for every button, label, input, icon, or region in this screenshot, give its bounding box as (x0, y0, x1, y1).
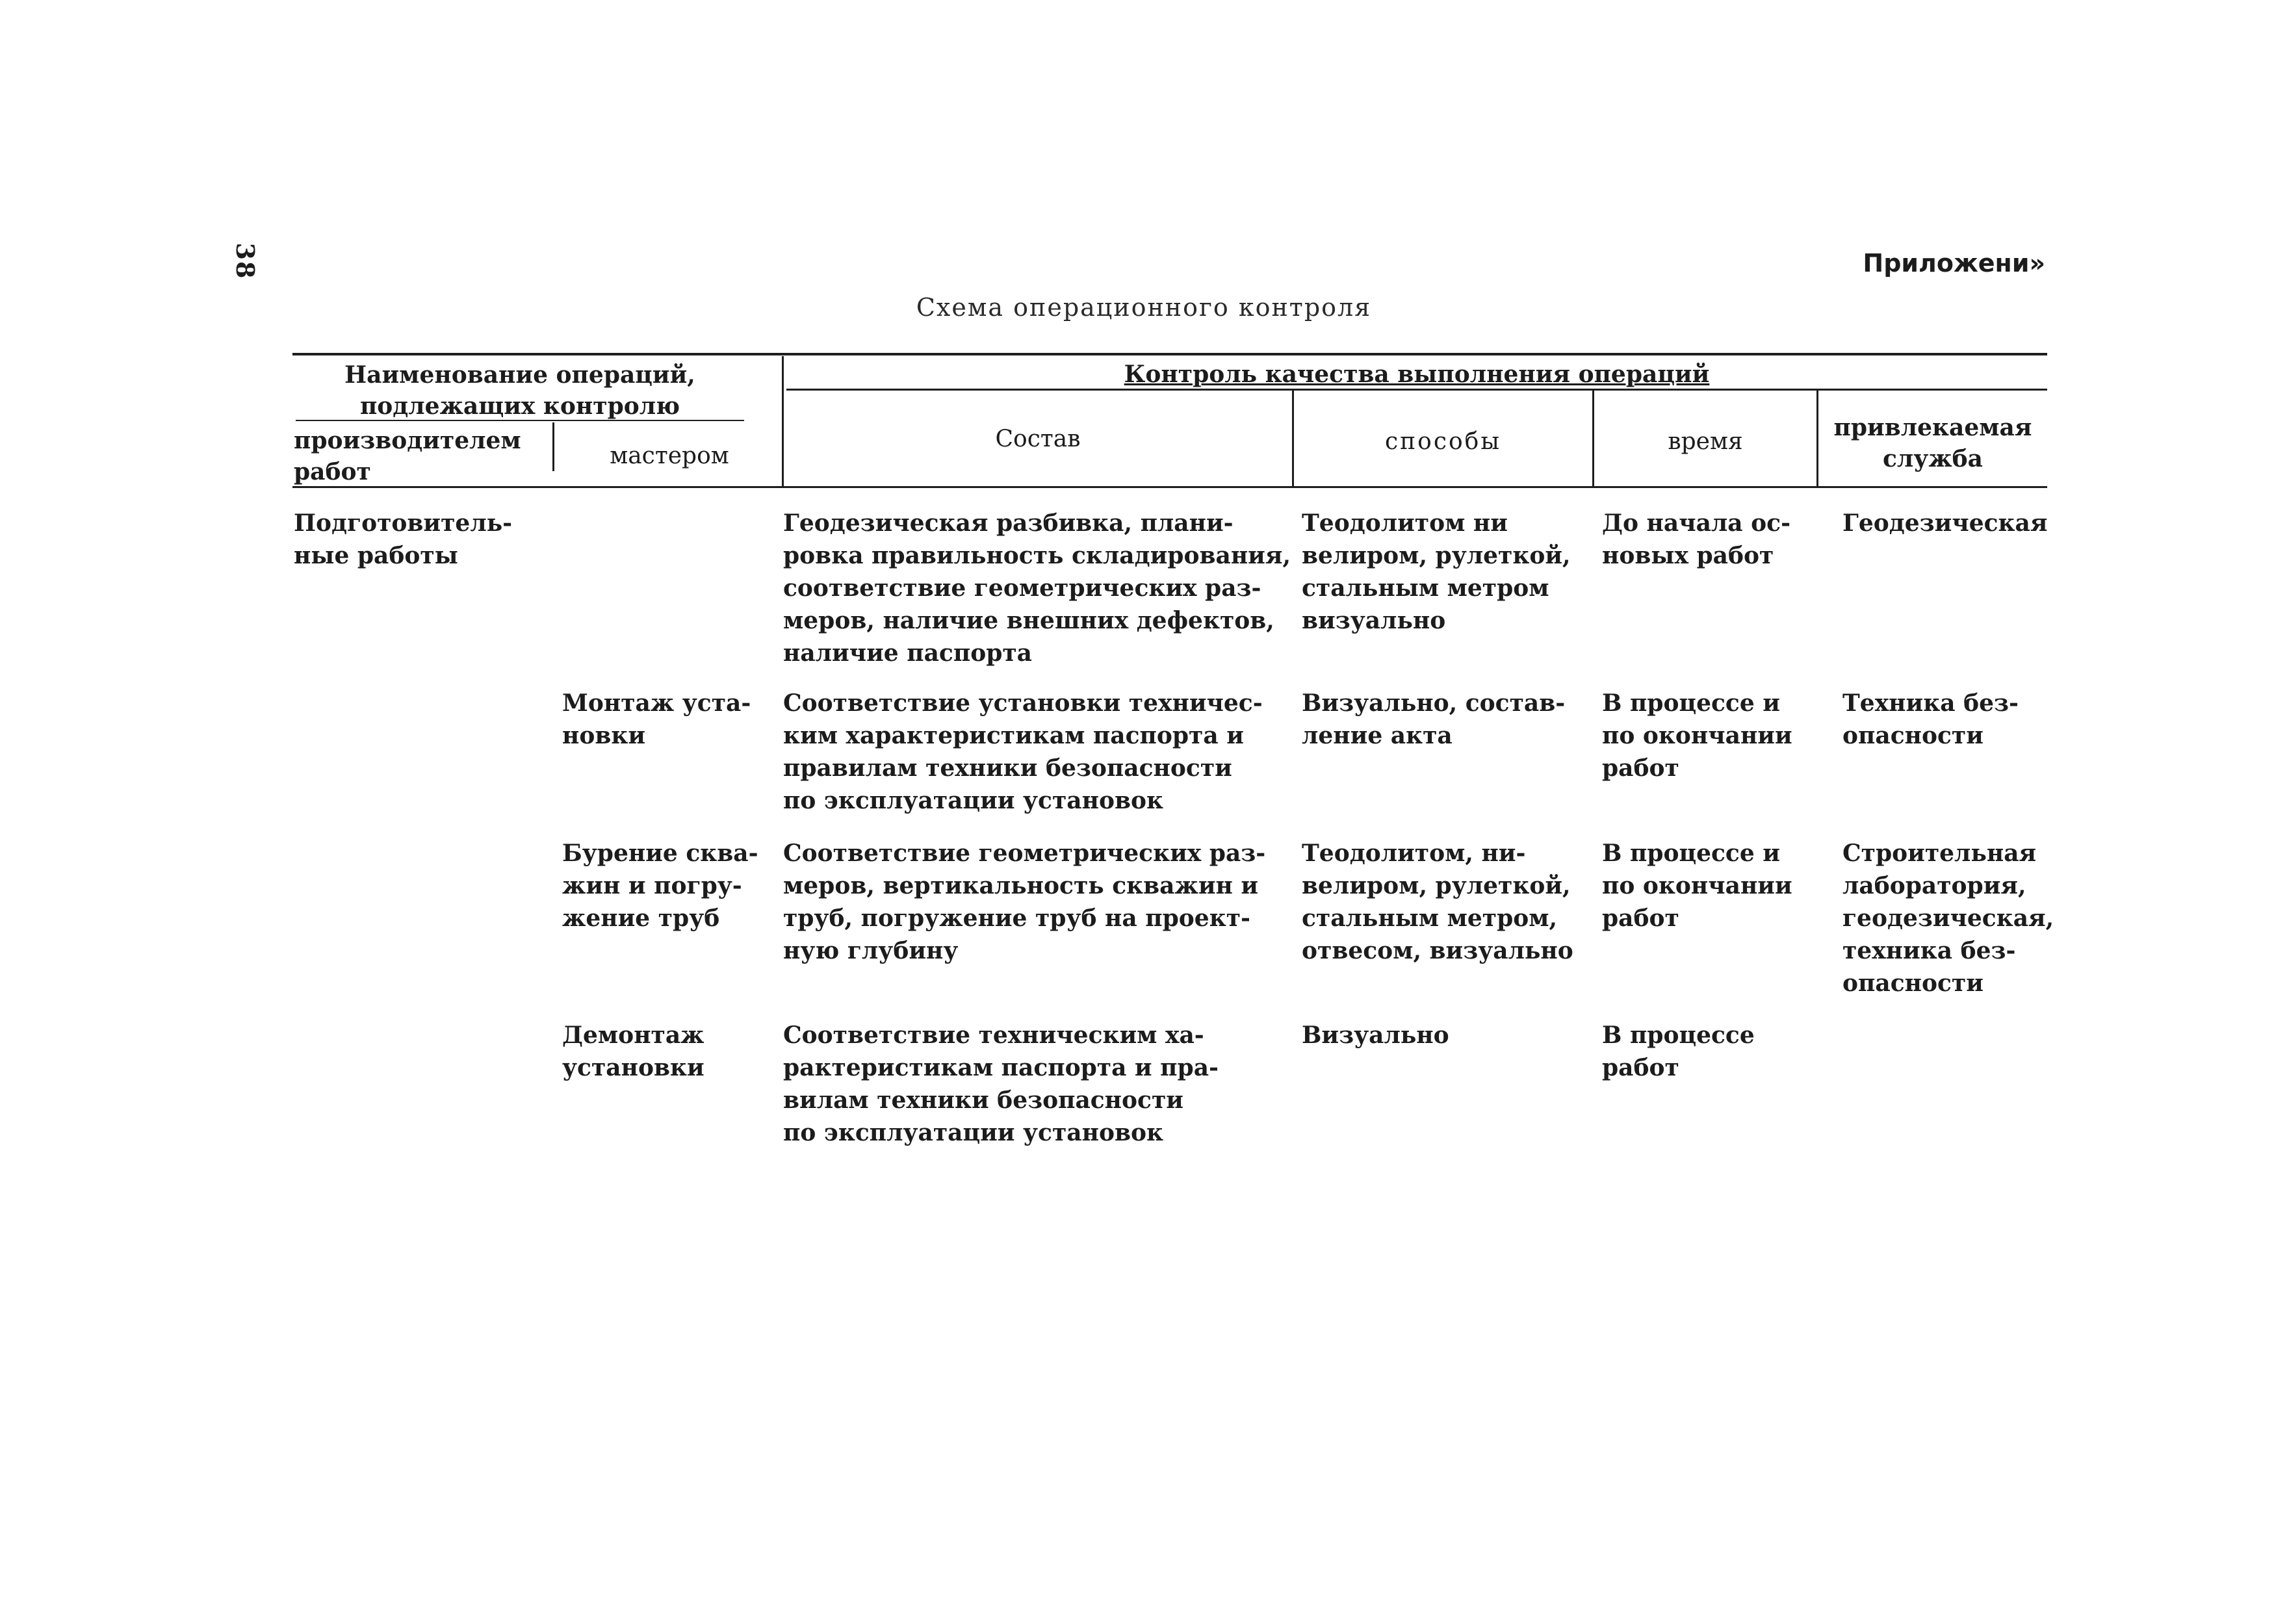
row4-methods: Визуально (1302, 1022, 1449, 1049)
row4-composition: Соответствие техническим ха- рактеристикам паспорта и пра- вилам техники безопасности по эксплуатации установок (783, 1022, 1219, 1146)
header-foreman: мастером (610, 443, 729, 469)
appendix-label: Приложени» (1863, 249, 2045, 277)
row4-time: В процессе работ (1602, 1022, 1755, 1081)
header-quality-control-group (786, 359, 2047, 390)
row1-performer: Подготовитель- ные работы (294, 509, 513, 569)
row1-service: Геодезическая (1842, 509, 2048, 537)
row2-methods: Визуально, состав- ление акта (1302, 690, 1566, 749)
row4-foreman: Демонтаж установки (562, 1022, 704, 1081)
table-top-rule (292, 353, 2047, 355)
row3-time: В процессе и по окончании работ (1602, 840, 1792, 932)
header-methods: способы (1385, 428, 1501, 455)
row2-foreman: Монтаж уста- новки (562, 690, 751, 749)
header-service: привлекаемая служба (1833, 414, 2032, 472)
header-quality-control-label: Контроль качества выполнения операций (1124, 361, 1710, 388)
row1-time: До начала ос- новых работ (1602, 509, 1791, 569)
header-composition: Состав (995, 426, 1081, 452)
page-number: 38 (231, 242, 261, 280)
divider-performer-foreman (552, 422, 554, 471)
header-operations-group: Наименование операций, подлежащих контролю (344, 361, 695, 420)
row1-composition: Геодезическая разбивка, плани- ровка правильность складирования, соответствие геометрических раз- меров, наличие внешних дефектов, наличие паспорта (783, 509, 1291, 667)
row3-foreman: Бурение сква- жин и погру- жение труб (562, 840, 758, 932)
row2-composition: Соответствие установки техничес- ким характеристикам паспорта и правилам техники безопасности по эксплуатации установок (783, 690, 1263, 814)
header-bottom-rule (292, 486, 2047, 488)
row3-service: Строительная лаборатория, геодезическая, техника без- опасности (1842, 840, 2054, 997)
row2-time: В процессе и по окончании работ (1602, 690, 1792, 782)
header-time: время (1668, 428, 1743, 455)
row3-methods: Теодолитом, ни- велиром, рулеткой, стальным метром, отвесом, визуально (1302, 840, 1573, 964)
document-title: Схема операционного контроля (916, 293, 1372, 322)
divider-left-right (782, 356, 784, 486)
row2-service: Техника без- опасности (1842, 690, 2019, 749)
header-performer: производителем работ (294, 427, 521, 485)
row1-methods: Теодолитом ни велиром, рулеткой, стальным метром визуально (1302, 509, 1571, 634)
row3-composition: Соответствие геометрических раз- меров, вертикальность скважин и труб, погружение труб на проект- ную глубину (783, 840, 1266, 964)
